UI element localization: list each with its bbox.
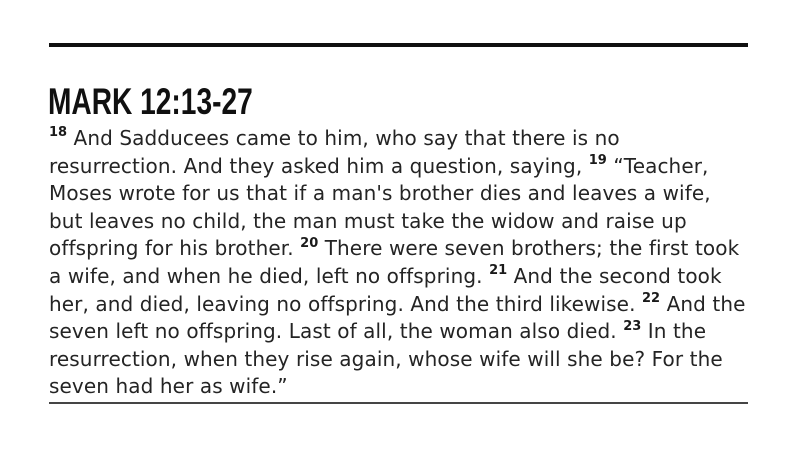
passage-text: $^{18}$ And Sadducees came to him, who say that there is no resurrection. And they asked him a question, saying, $^{19}$ “Teacher, Moses wrote for us that if a man's brother dies and leaves a wife, but leaves no child, the man must take the widow and raise up offspring for his brother. $^{20}$ There were seven brothers; the first took a wife, and when he died, left no offspring. $^{21}$ And the second took her, and died, leaving no offspring. And the third likewise. $^{22}$ And the seven left no offspring. Last of all, the woman also died. $^{23}$ In the resurrection, when they rise again, whose wife will she be? For the seven had her as wife.” [49,125,746,399]
page-title: MARK 12:13-27 [48,80,253,122]
verse-number: 22 [642,290,661,306]
verse-number: 18 [49,125,68,141]
verse-number: 19 [588,152,607,168]
verse-number: 23 [623,318,642,334]
verse-number: 20 [300,235,319,251]
bottom-divider [49,402,748,404]
top-divider [49,43,748,47]
verse-number: 21 [489,263,508,279]
